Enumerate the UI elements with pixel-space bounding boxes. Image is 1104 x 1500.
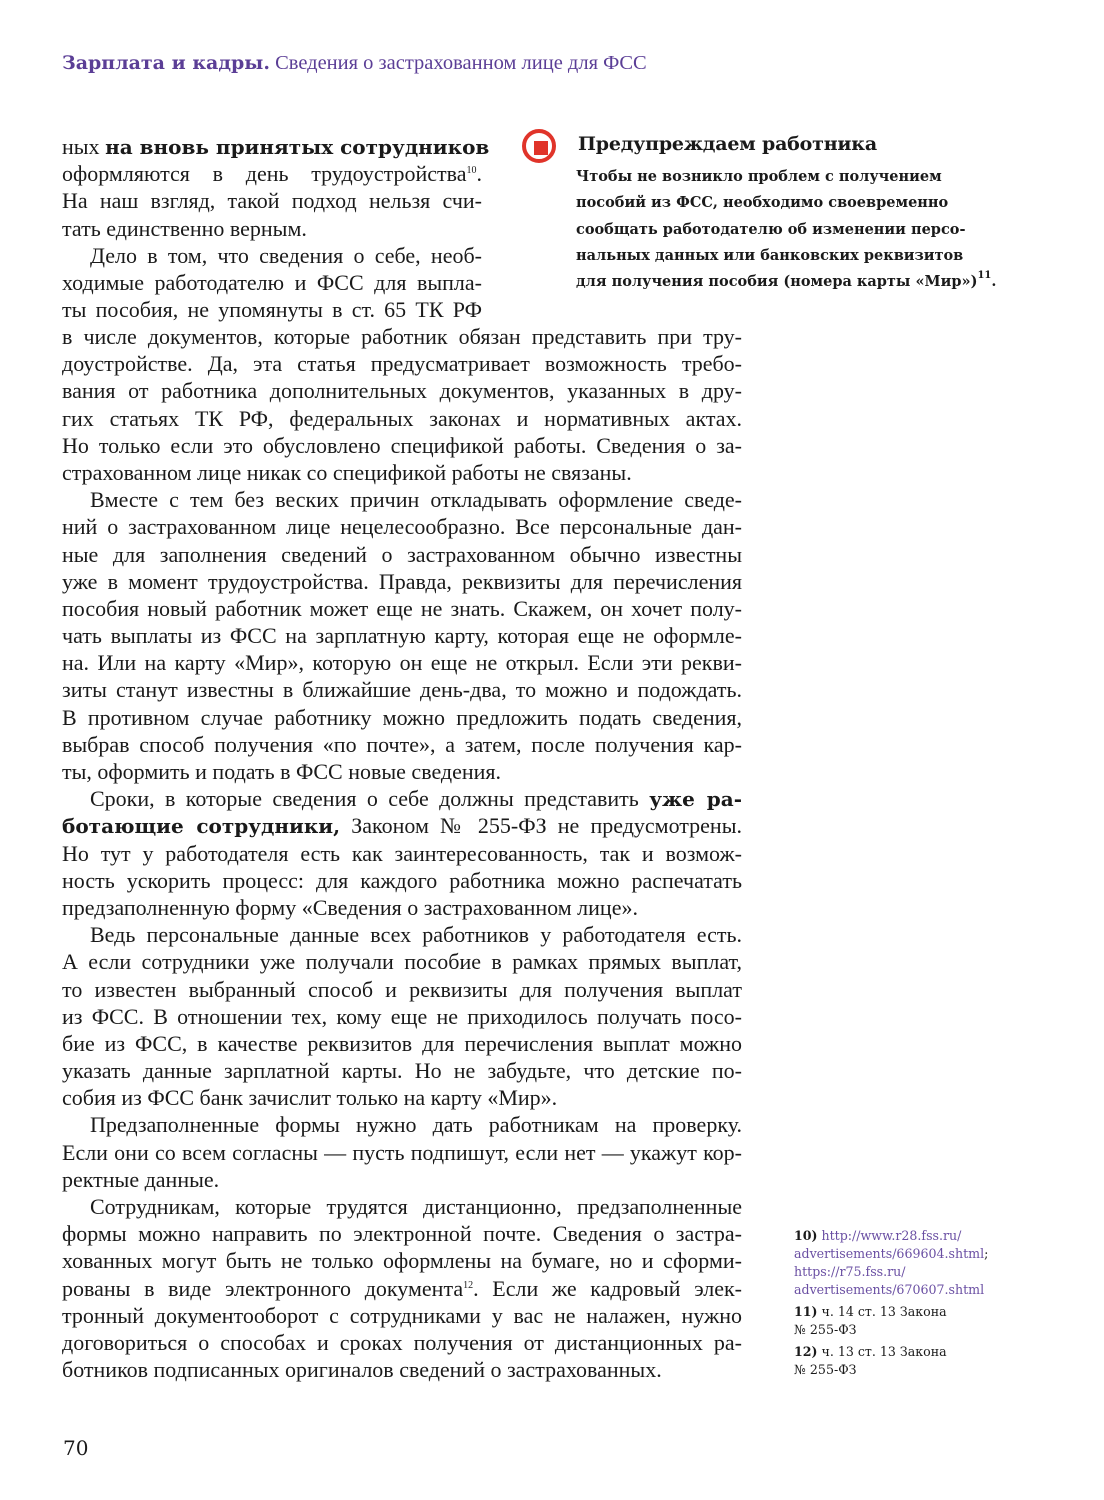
footnote-number: 10) xyxy=(794,1228,818,1243)
text-line: Если они со всем согласны — пусть подпишут, если нет — укажут кор- xyxy=(62,1139,742,1165)
footnotes xyxy=(794,1227,1024,1383)
text-line: страхованном лице никак со спецификой работы не связаны. xyxy=(62,459,632,485)
text-line: сообщать работодателю об изменении персо- xyxy=(576,220,966,238)
text-line: собия из ФСС банк зачислит только на карту «Мир». xyxy=(62,1085,558,1111)
text-line: гих статьях ТК РФ, федеральных законах и нормативных актах. xyxy=(62,405,742,431)
text-line: А если сотрудники уже получали пособие в рамках прямых выплат, xyxy=(62,949,742,975)
text-line: рованы в виде электронного документа$^{12}$. Если же кадровый элек- xyxy=(62,1275,742,1301)
footnote-number: 12) xyxy=(794,1344,818,1359)
bold-phrase: на вновь принятых сотрудников xyxy=(105,135,490,159)
warning-body xyxy=(576,164,1016,295)
footnote-link[interactable]: http://www.r28.fss.ru/ xyxy=(821,1228,962,1243)
footnote-ref-11[interactable]: 11 xyxy=(977,270,992,282)
text-line: ты пособия, не упомянуты в ст. 65 ТК РФ xyxy=(62,297,482,323)
text-line: ность ускорить процесс: для каждого работника можно распечатать xyxy=(62,867,742,893)
text-line: указать данные зарплатной карты. Но не забудьте, что детские по- xyxy=(62,1058,742,1084)
text-line: Сотрудникам, которые трудятся дистанционно, предзаполненные xyxy=(90,1194,742,1219)
text-line: пособия новый работник может еще не знать. Скажем, он хочет полу- xyxy=(62,595,742,621)
footnote-number: 11) xyxy=(794,1304,818,1319)
text-line: Но только если это обусловлено спецификой работы. Сведения о за- xyxy=(62,432,742,458)
stop-icon xyxy=(522,129,556,163)
footnote-link[interactable]: advertisements/669604.shtml xyxy=(794,1246,985,1261)
bold-phrase: ботающие сотрудники, xyxy=(62,814,341,839)
footnote-link[interactable]: https://r75.fss.ru/ xyxy=(794,1264,906,1279)
text-line: ных на вновь принятых сотрудников xyxy=(62,134,490,159)
body-text xyxy=(62,323,742,1383)
text-line: доустройстве. Да, эта статья предусматривает возможность требо- xyxy=(62,351,742,377)
text-line: Дело в том, что сведения о себе, необ- xyxy=(90,242,482,268)
text-line: Сроки, в которые сведения о себе должны представить уже ра- xyxy=(90,786,743,812)
text-line: ний о застрахованном лице нецелесообразно. Все персональные дан- xyxy=(62,514,742,540)
text-line: На наш взгляд, такой подход нельзя счи- xyxy=(62,188,482,214)
text-line: В противном случае работнику можно предложить подать сведения, xyxy=(62,704,742,730)
text-line: из ФСС. В отношении тех, кому еще не приходилось получать посо- xyxy=(62,1003,742,1029)
text-line: ты, оформить и подать в ФСС новые сведения. xyxy=(62,759,502,784)
text-line: для получения пособия (номера карты «Мир»)$^{11}$. xyxy=(576,270,997,291)
text-line: на. Или на карту «Мир», которую он еще не открыл. Если эти рекви- xyxy=(62,650,742,676)
text-line: договориться о способах и сроках получения от дистанционных ра- xyxy=(62,1329,742,1355)
warning-title: Предупреждаем работника xyxy=(578,133,877,155)
text-line: Ведь персональные данные всех работников у работодателя есть. xyxy=(90,922,742,948)
text-line: чать выплаты из ФСС на зарплатную карту, которая еще не оформле- xyxy=(62,623,742,649)
text-line: предзаполненную форму «Сведения о застрахованном лице». xyxy=(62,894,638,920)
header-title: Сведения о застрахованном лице для ФСС xyxy=(275,52,647,74)
text-line: тать единственно верным. xyxy=(62,215,307,241)
text-line: хованных могут быть не только оформлены на бумаге, но и сформи- xyxy=(62,1248,742,1274)
text-line: то известен выбранный способ и реквизиты для получения выплат xyxy=(62,976,742,1002)
text-line: ные для заполнения сведений о застрахованном обычно известны xyxy=(62,541,742,567)
footnote-ref-10[interactable]: 10 xyxy=(466,165,477,177)
text-line: Но тут у работодателя есть как заинтересованность, так и возмож- xyxy=(62,840,742,866)
footnote-ref-12[interactable]: 12 xyxy=(463,1279,474,1291)
text-line: нальных данных или банковских реквизитов xyxy=(576,246,964,264)
text-line: ректные данные. xyxy=(62,1166,220,1192)
footnote-11: 11) ч. 14 ст. 13 Закона № 255-ФЗ xyxy=(794,1304,947,1337)
footnote-12: 12) ч. 13 ст. 13 Закона № 255-ФЗ xyxy=(794,1344,947,1377)
text-line: пособий из ФСС, необходимо своевременно xyxy=(576,194,949,212)
text-line: ботников подписанных оригиналов сведений о застрахованных. xyxy=(62,1357,662,1383)
text-line: бие из ФСС, в качестве реквизитов для перечисления выплат можно xyxy=(62,1030,742,1056)
footnote-link[interactable]: advertisements/670607.shtml xyxy=(794,1282,985,1297)
running-header xyxy=(62,52,647,75)
header-section: Зарплата и кадры. xyxy=(62,52,270,74)
bold-phrase: уже ра- xyxy=(649,787,743,812)
text-line: оформляются в день трудоустройства$^{10}$. xyxy=(62,161,482,187)
text-line: Чтобы не возникло проблем с получением xyxy=(576,168,942,185)
text-line: вания от работника дополнительных документов, указанных в дру- xyxy=(62,378,742,404)
text-line: выбрав способ получения «по почте», а затем, после получения кар- xyxy=(62,731,742,757)
text-line: формы можно направить по электронной почте. Сведения о застра- xyxy=(62,1221,742,1247)
footnote-10: 10) http://www.r28.fss.ru/ advertisements/669604.shtml; https://r75.fss.ru/ advertisements/670607.shtml xyxy=(794,1228,989,1297)
text-line: ходимые работодателю и ФСС для выпла- xyxy=(62,269,482,295)
page-number: 70 xyxy=(63,1436,89,1460)
text-line: Вместе с тем без веских причин откладывать оформление сведе- xyxy=(90,487,742,513)
text-line: зиты станут известны в ближайшие день-два, то можно и подождать. xyxy=(62,677,742,703)
text-line: ботающие сотрудники, Законом № 255-ФЗ не предусмотрены. xyxy=(62,813,742,839)
text-line: в числе документов, которые работник обязан представить при тру- xyxy=(62,324,742,349)
text-line: тронный документооборот с сотрудниками у вас не налажен, нужно xyxy=(62,1302,742,1328)
text-line: Предзаполненные формы нужно дать работникам на проверку. xyxy=(90,1112,742,1138)
text-line: уже в момент трудоустройства. Правда, реквизиты для перечисления xyxy=(62,568,742,594)
